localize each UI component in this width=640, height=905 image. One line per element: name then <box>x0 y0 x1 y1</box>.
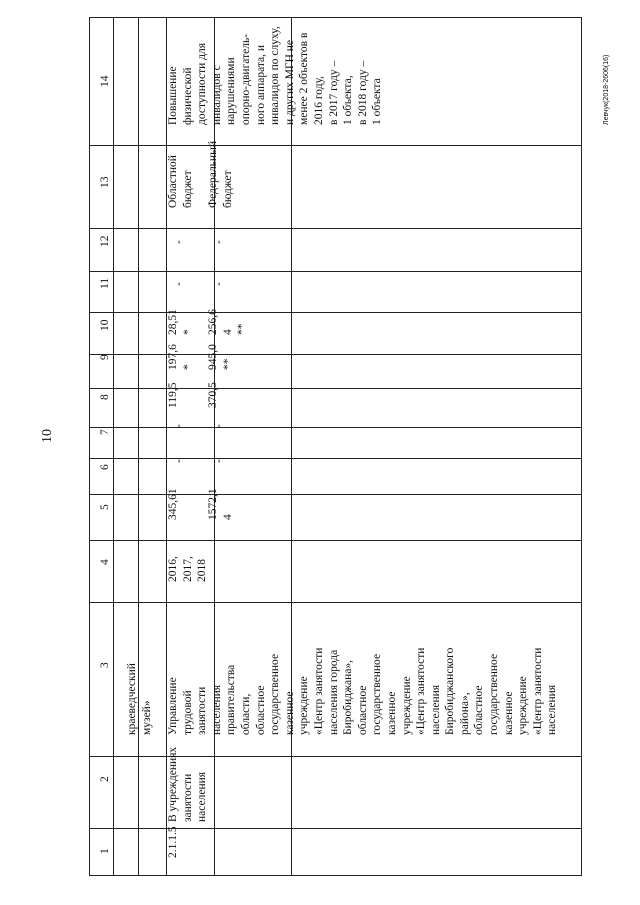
document-code: Левчук(2018-2606(16) <box>603 54 610 125</box>
sub1-col7: - <box>173 424 185 428</box>
cell-col3-executors: Управление трудовой занятости населения правительства области, областное государственное казенное учреждение «Центр занятости населения города Биробиджана», областное государственное казенное учреждение «Центр занятости населения Биробиджанского района», областное государственное казенное учреждение «Центр занятости населения <box>167 647 559 735</box>
sub1-col8: 119,5 <box>167 382 179 408</box>
sub2-col11: - <box>213 282 225 286</box>
budget-table <box>89 17 582 876</box>
sub1-col13-source: Областной бюджет <box>167 155 194 208</box>
sub1-col5: 345,61 <box>167 488 179 520</box>
cell-col14-result: Повышение физической доступности для инвалидов с нарушениями опорно-двигатель- ного аппарата, и инвалидов по слуху, и других МГН не менее 2 объектов в 2016 году, в 2017 году – 1 объекта, в 2018 году – 1 объекта <box>167 26 384 125</box>
sub2-col7: - <box>213 424 225 428</box>
header-col-14: 14 <box>99 75 111 87</box>
sub2-col10: 256,6 4 ** <box>207 309 249 335</box>
sub2-col6: - <box>213 459 225 463</box>
header-col-11: 11 <box>99 277 111 289</box>
sub1-col11: - <box>173 282 185 286</box>
continued-cell-col3: краеведческий музей» <box>126 663 153 735</box>
header-col-12: 12 <box>99 235 111 247</box>
header-col-3: 3 <box>99 662 111 668</box>
sub2-col13-source: Федеральный бюджет <box>207 141 234 208</box>
sub2-col9: 945,0 ** <box>207 344 234 370</box>
sub2-col12: - <box>213 240 225 244</box>
sub2-col8: 370,5 <box>207 382 219 408</box>
sub1-col10: 28,51 * <box>167 309 194 335</box>
header-col-1: 1 <box>99 848 111 854</box>
header-col-9: 9 <box>99 354 111 360</box>
header-col-2: 2 <box>99 776 111 782</box>
page-number: 10 <box>40 429 55 443</box>
sub1-col6: - <box>173 459 185 463</box>
sub1-col12: - <box>173 240 185 244</box>
header-col-4: 4 <box>99 559 111 565</box>
sub2-col5: 1572,1 4 <box>207 488 234 520</box>
cell-col2: В учреждениях занятости населения <box>167 746 209 822</box>
sub1-col9: 197,6 * <box>167 344 194 370</box>
header-col-10: 10 <box>99 319 111 331</box>
header-col-13: 13 <box>99 176 111 188</box>
header-col-5: 5 <box>99 504 111 510</box>
row-number: 2.1.1.5 <box>167 826 179 858</box>
cell-col4-years: 2016, 2017, 2018 <box>167 556 209 582</box>
header-col-8: 8 <box>99 394 111 400</box>
header-col-7: 7 <box>99 429 111 435</box>
header-col-6: 6 <box>99 464 111 470</box>
